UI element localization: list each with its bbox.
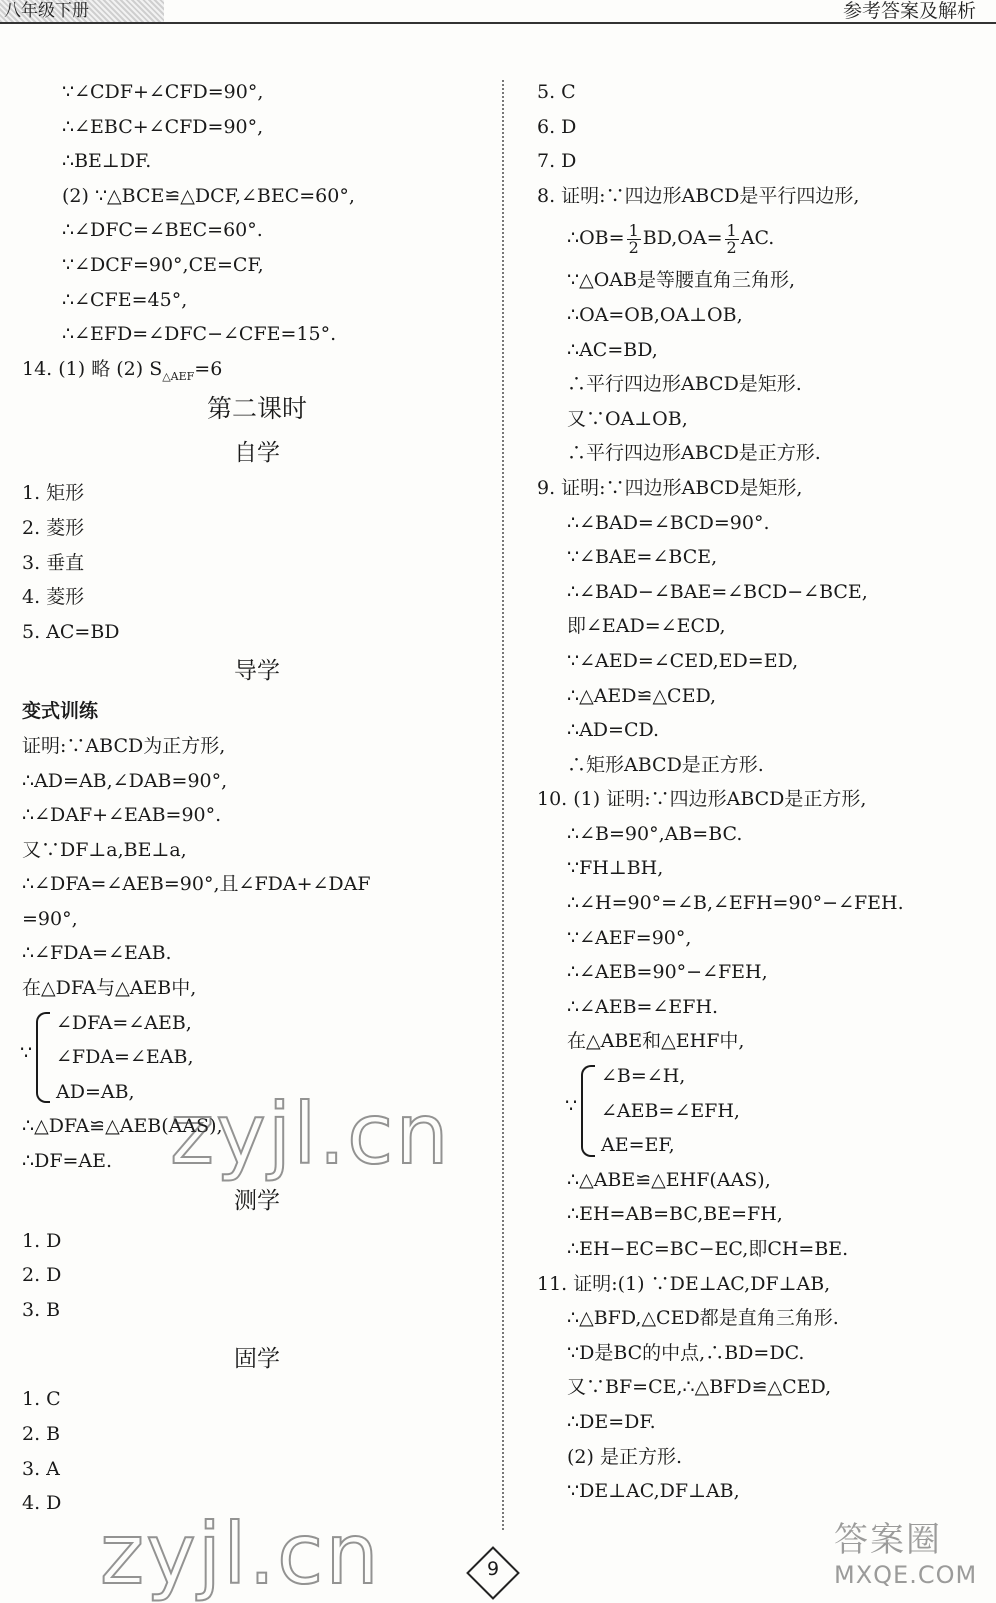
answer-line: 4. 菱形 (22, 586, 85, 609)
text-line: 在△DFA与△AEB中, (22, 977, 197, 1000)
logo-line-2: MXQE.COM (834, 1561, 978, 1589)
text-line: ∵D是BC的中点,∴BD=DC. (567, 1341, 805, 1364)
text-line: 又∵DF⊥a,BE⊥a, (22, 838, 187, 861)
answer-line: 7. D (537, 150, 577, 173)
text-line: ∴AC=BD, (567, 338, 658, 361)
text-line: 又∵BF=CE,∴△BFD≌△CED, (567, 1376, 832, 1399)
text-line: ∴∠H=90°=∠B,∠EFH=90°−∠FEH. (567, 892, 904, 915)
text-line: ∴AD=AB,∠DAB=90°, (22, 769, 228, 792)
brace-line: ∠AEB=∠EFH, (601, 1099, 740, 1122)
text-line: ∴∠BAD−∠BAE=∠BCD−∠BCE, (567, 580, 868, 603)
text-line: ∵∠CDF+∠CFD=90°, (62, 81, 264, 103)
text-line: ∵∠BAE=∠BCE, (567, 546, 718, 569)
brace-line: ∠FDA=∠EAB, (56, 1046, 194, 1069)
text-line: ∴DF=AE. (22, 1150, 113, 1173)
fraction-half: $\frac{1}{2}$ (628, 220, 639, 257)
text-line: ∵FH⊥BH, (567, 857, 664, 880)
condition-brace (567, 1059, 987, 1163)
brace-line: ∠DFA=∠AEB, (56, 1011, 192, 1034)
left-column (22, 75, 492, 1521)
heading-cexue: 测学 (234, 1187, 280, 1214)
site-logo (834, 1512, 984, 1592)
text-line: ∴AD=CD. (567, 719, 660, 742)
text-line: ∵∠AEF=90°, (567, 926, 692, 949)
text-line: ∴△BFD,△CED都是直角三角形. (567, 1307, 839, 1330)
text-line: ∴∠EFD=∠DFC−∠CFE=15°. (62, 323, 337, 346)
text-line: ∴BE⊥DF. (62, 150, 152, 173)
answer-line: 1. 矩形 (22, 482, 85, 505)
text-line: ∴∠DFC=∠BEC=60°. (62, 219, 263, 242)
right-column (537, 75, 987, 1509)
question-8-title: 8. 证明:∵四边形ABCD是平行四边形, (537, 184, 860, 207)
text-line: ∴△AED≌△CED, (567, 684, 717, 707)
text-line: ∴∠DFA=∠AEB=90°,且∠FDA+∠DAF (22, 873, 371, 896)
text-line: 证明:∵ABCD为正方形, (22, 734, 226, 757)
question-14: 14. (1) 略 (2) $S_{\triangle AEF}=6$ (22, 357, 223, 383)
text-line: ∴△DFA≌△AEB(AAS), (22, 1115, 223, 1138)
page-header (0, 0, 996, 22)
text-line: ∴平行四边形ABCD是矩形. (567, 373, 802, 396)
text-line: ∴OA=OB,OA⊥OB, (567, 303, 743, 326)
answer-line: 4. D (22, 1492, 62, 1515)
answer-line: 1. C (22, 1388, 61, 1411)
column-divider (502, 80, 504, 1530)
answer-line: 2. B (22, 1423, 61, 1445)
question-10-title: 10. (1) 证明:∵四边形ABCD是正方形, (537, 788, 867, 811)
text-line: ∴△ABE≌△EHF(AAS), (567, 1168, 771, 1191)
text-line: =90°, (22, 907, 78, 930)
watermark: zyjl.cn (170, 1085, 451, 1183)
text-line: ∵∠AED=∠CED,ED=ED, (567, 649, 799, 672)
text-line: ∴∠FDA=∠EAB. (22, 942, 172, 965)
answer-line: 1. D (22, 1229, 62, 1252)
answer-line: 3. A (22, 1457, 60, 1480)
heading-daoxue: 导学 (234, 658, 280, 685)
text-line: ∴∠DAF+∠EAB=90°. (22, 804, 222, 827)
text-line: ∴DE=DF. (567, 1410, 656, 1433)
text-line: (2) ∵△BCE≌△DCF,∠BEC=60°, (62, 184, 355, 207)
answer-line: 3. B (22, 1298, 61, 1321)
brace-glyph (36, 1012, 50, 1104)
grade-label: 八年级下册 (0, 0, 164, 22)
section-title: 第二课时 (206, 394, 307, 424)
brace-line: ∠B=∠H, (601, 1065, 686, 1088)
text-line: ∴∠BAD=∠BCD=90°. (567, 511, 770, 534)
answer-line: 2. 菱形 (22, 516, 85, 539)
text-line: ∴平行四边形ABCD是正方形. (567, 442, 821, 465)
logo-line-1: 答案圈 (834, 1520, 942, 1560)
text-line: ∴EH=AB=BC,BE=FH, (567, 1203, 783, 1226)
page-number: 9 (486, 1558, 500, 1580)
answer-line: 6. D (537, 115, 577, 138)
text-line: 在△ABE和△EHF中, (567, 1030, 745, 1053)
answer-line: 3. 垂直 (22, 551, 85, 574)
because-symbol: ∵ (565, 1095, 578, 1118)
text-line: ∴∠AEB=∠EFH. (567, 995, 719, 1018)
heading-guxue: 固学 (234, 1346, 280, 1373)
text-line: ∵∠DCF=90°,CE=CF, (62, 253, 264, 276)
text-line: ∴∠AEB=90°−∠FEH, (567, 961, 768, 984)
question-9-title: 9. 证明:∵四边形ABCD是矩形, (537, 476, 803, 499)
brace-glyph (581, 1065, 595, 1157)
text-line: ∵△OAB是等腰直角三角形, (567, 269, 796, 292)
text-line: 又∵OA⊥OB, (567, 407, 688, 430)
text-line: ∵DE⊥AC,DF⊥AB, (567, 1480, 740, 1503)
subheading-bianshi: 变式训练 (22, 700, 99, 723)
header-rule (0, 22, 996, 24)
text-line: ∴EH−EC=BC−EC,即CH=BE. (567, 1238, 849, 1260)
brace-line: AD=AB, (56, 1080, 135, 1103)
because-symbol: ∵ (20, 1041, 33, 1064)
brace-line: AE=EF, (601, 1134, 675, 1157)
text-line: 即∠EAD=∠ECD, (567, 615, 726, 638)
text-line: ∴∠B=90°,AB=BC. (567, 822, 743, 845)
watermark: zyjl.cn (100, 1505, 381, 1603)
heading-zixue: 自学 (234, 440, 280, 467)
page-number-badge (470, 1550, 516, 1596)
text-line: ∴矩形ABCD是正方形. (567, 753, 764, 776)
fraction-line: ∴OB= $\frac{1}{2}$ BD,OA= $\frac{1}{2}$ AC. (567, 220, 775, 257)
text-line: ∴∠EBC+∠CFD=90°, (62, 115, 264, 138)
section-label: 参考答案及解析 (842, 0, 976, 22)
fraction-half: $\frac{1}{2}$ (726, 220, 737, 257)
question-11-title: 11. 证明:(1) ∵DE⊥AC,DF⊥AB, (537, 1272, 831, 1295)
answer-line: 2. D (22, 1264, 62, 1287)
text-line: ∴∠CFE=45°, (62, 288, 188, 311)
answer-line: 5. C (537, 81, 576, 103)
text-line: (2) 是正方形. (567, 1445, 682, 1468)
answer-line: 5. AC=BD (22, 620, 120, 643)
